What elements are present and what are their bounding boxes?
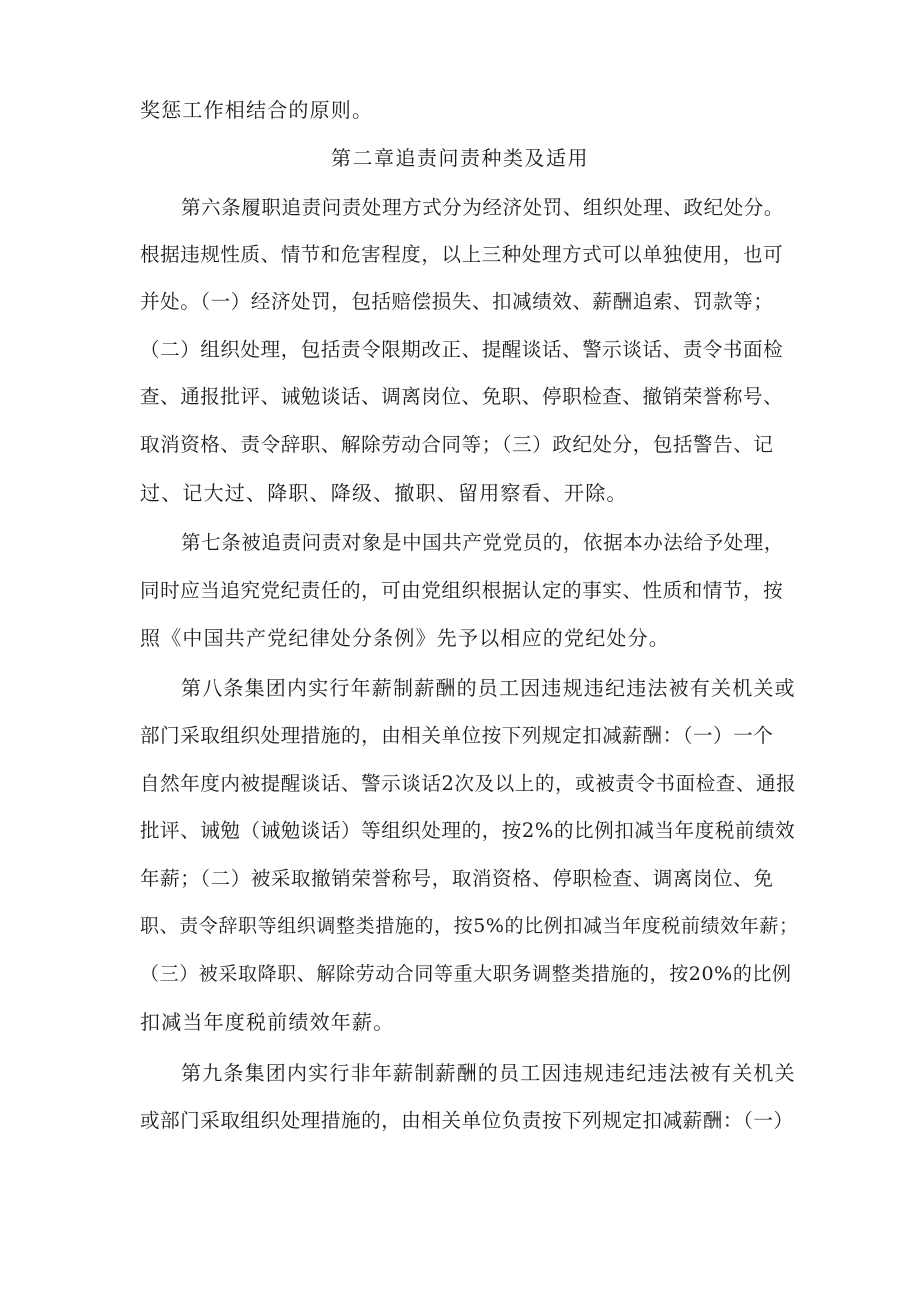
paragraph-line: 年薪；（二）被采取撤销荣誉称号，取消资格、停职检查、调离岗位、免 xyxy=(140,867,774,890)
paragraph-line: 第七条被追责问责对象是中国共产党党员的，依据本办法给予处理， xyxy=(181,531,785,554)
paragraph-line: 扣减当年度税前绩效年薪。 xyxy=(140,1010,395,1034)
paragraph-line: 根据违规性质、情节和危害程度，以上三种处理方式可以单独使用，也可 xyxy=(140,243,784,266)
paragraph-line: 照《中国共产党纪律处分条例》先予以相应的党纪处分。 xyxy=(140,626,670,650)
paragraph-line: 查、通报批评、诫勉谈话、调离岗位、免职、停职检查、撤销荣誉称号、 xyxy=(140,385,784,408)
paragraph-line: 职、责令辞职等组织调整类措施的，按5%的比例扣减当年度税前绩效年薪； xyxy=(140,915,799,937)
paragraph-line: 部门采取组织处理措施的，由相关单位按下列规定扣减薪酬：（一）一个 xyxy=(140,724,774,747)
paragraph-line: 奖惩工作相结合的原则。 xyxy=(140,98,374,122)
paragraph-line: 取消资格、责令辞职、解除劳动合同等；（三）政纪处分，包括警告、记 xyxy=(140,433,774,456)
paragraph-line: 批评、诫勉（诫勉谈话）等组织处理的，按2%的比例扣减当年度税前绩效 xyxy=(140,819,796,842)
paragraph-line: （二）组织处理，包括责令限期改正、提醒谈话、警示谈话、责令书面检 xyxy=(140,338,784,361)
paragraph-line: 同时应当追究党纪责任的，可由党组织根据认定的事实、性质和情节，按 xyxy=(140,579,784,602)
paragraph-line: 并处。（一）经济处罚，包括赔偿损失、扣减绩效、薪酬追索、罚款等； xyxy=(140,290,774,313)
paragraph-line: 或部门采取组织处理措施的，由相关单位负责按下列规定扣减薪酬：（一） xyxy=(140,1109,794,1132)
paragraph-line: 第八条集团内实行年薪制薪酬的员工因违规违纪违法被有关机关或 xyxy=(181,676,796,700)
paragraph-line: 第六条履职追责问责处理方式分为经济处罚、组织处理、政纪处分。 xyxy=(181,196,785,219)
paragraph-line: 自然年度内被提醒谈话、警示谈话2次及以上的，或被责令书面检查、通报 xyxy=(140,772,797,795)
chapter-title: 第二章追责问责种类及适用 xyxy=(331,146,589,170)
paragraph-line: 过、记大过、降职、降级、撤职、留用察看、开除。 xyxy=(140,481,628,505)
paragraph-line: （三）被采取降职、解除劳动合同等重大职务调整类措施的，按20%的比例 xyxy=(140,963,792,985)
paragraph-line: 第九条集团内实行非年薪制薪酬的员工因违规违纪违法被有关机关 xyxy=(181,1061,796,1085)
